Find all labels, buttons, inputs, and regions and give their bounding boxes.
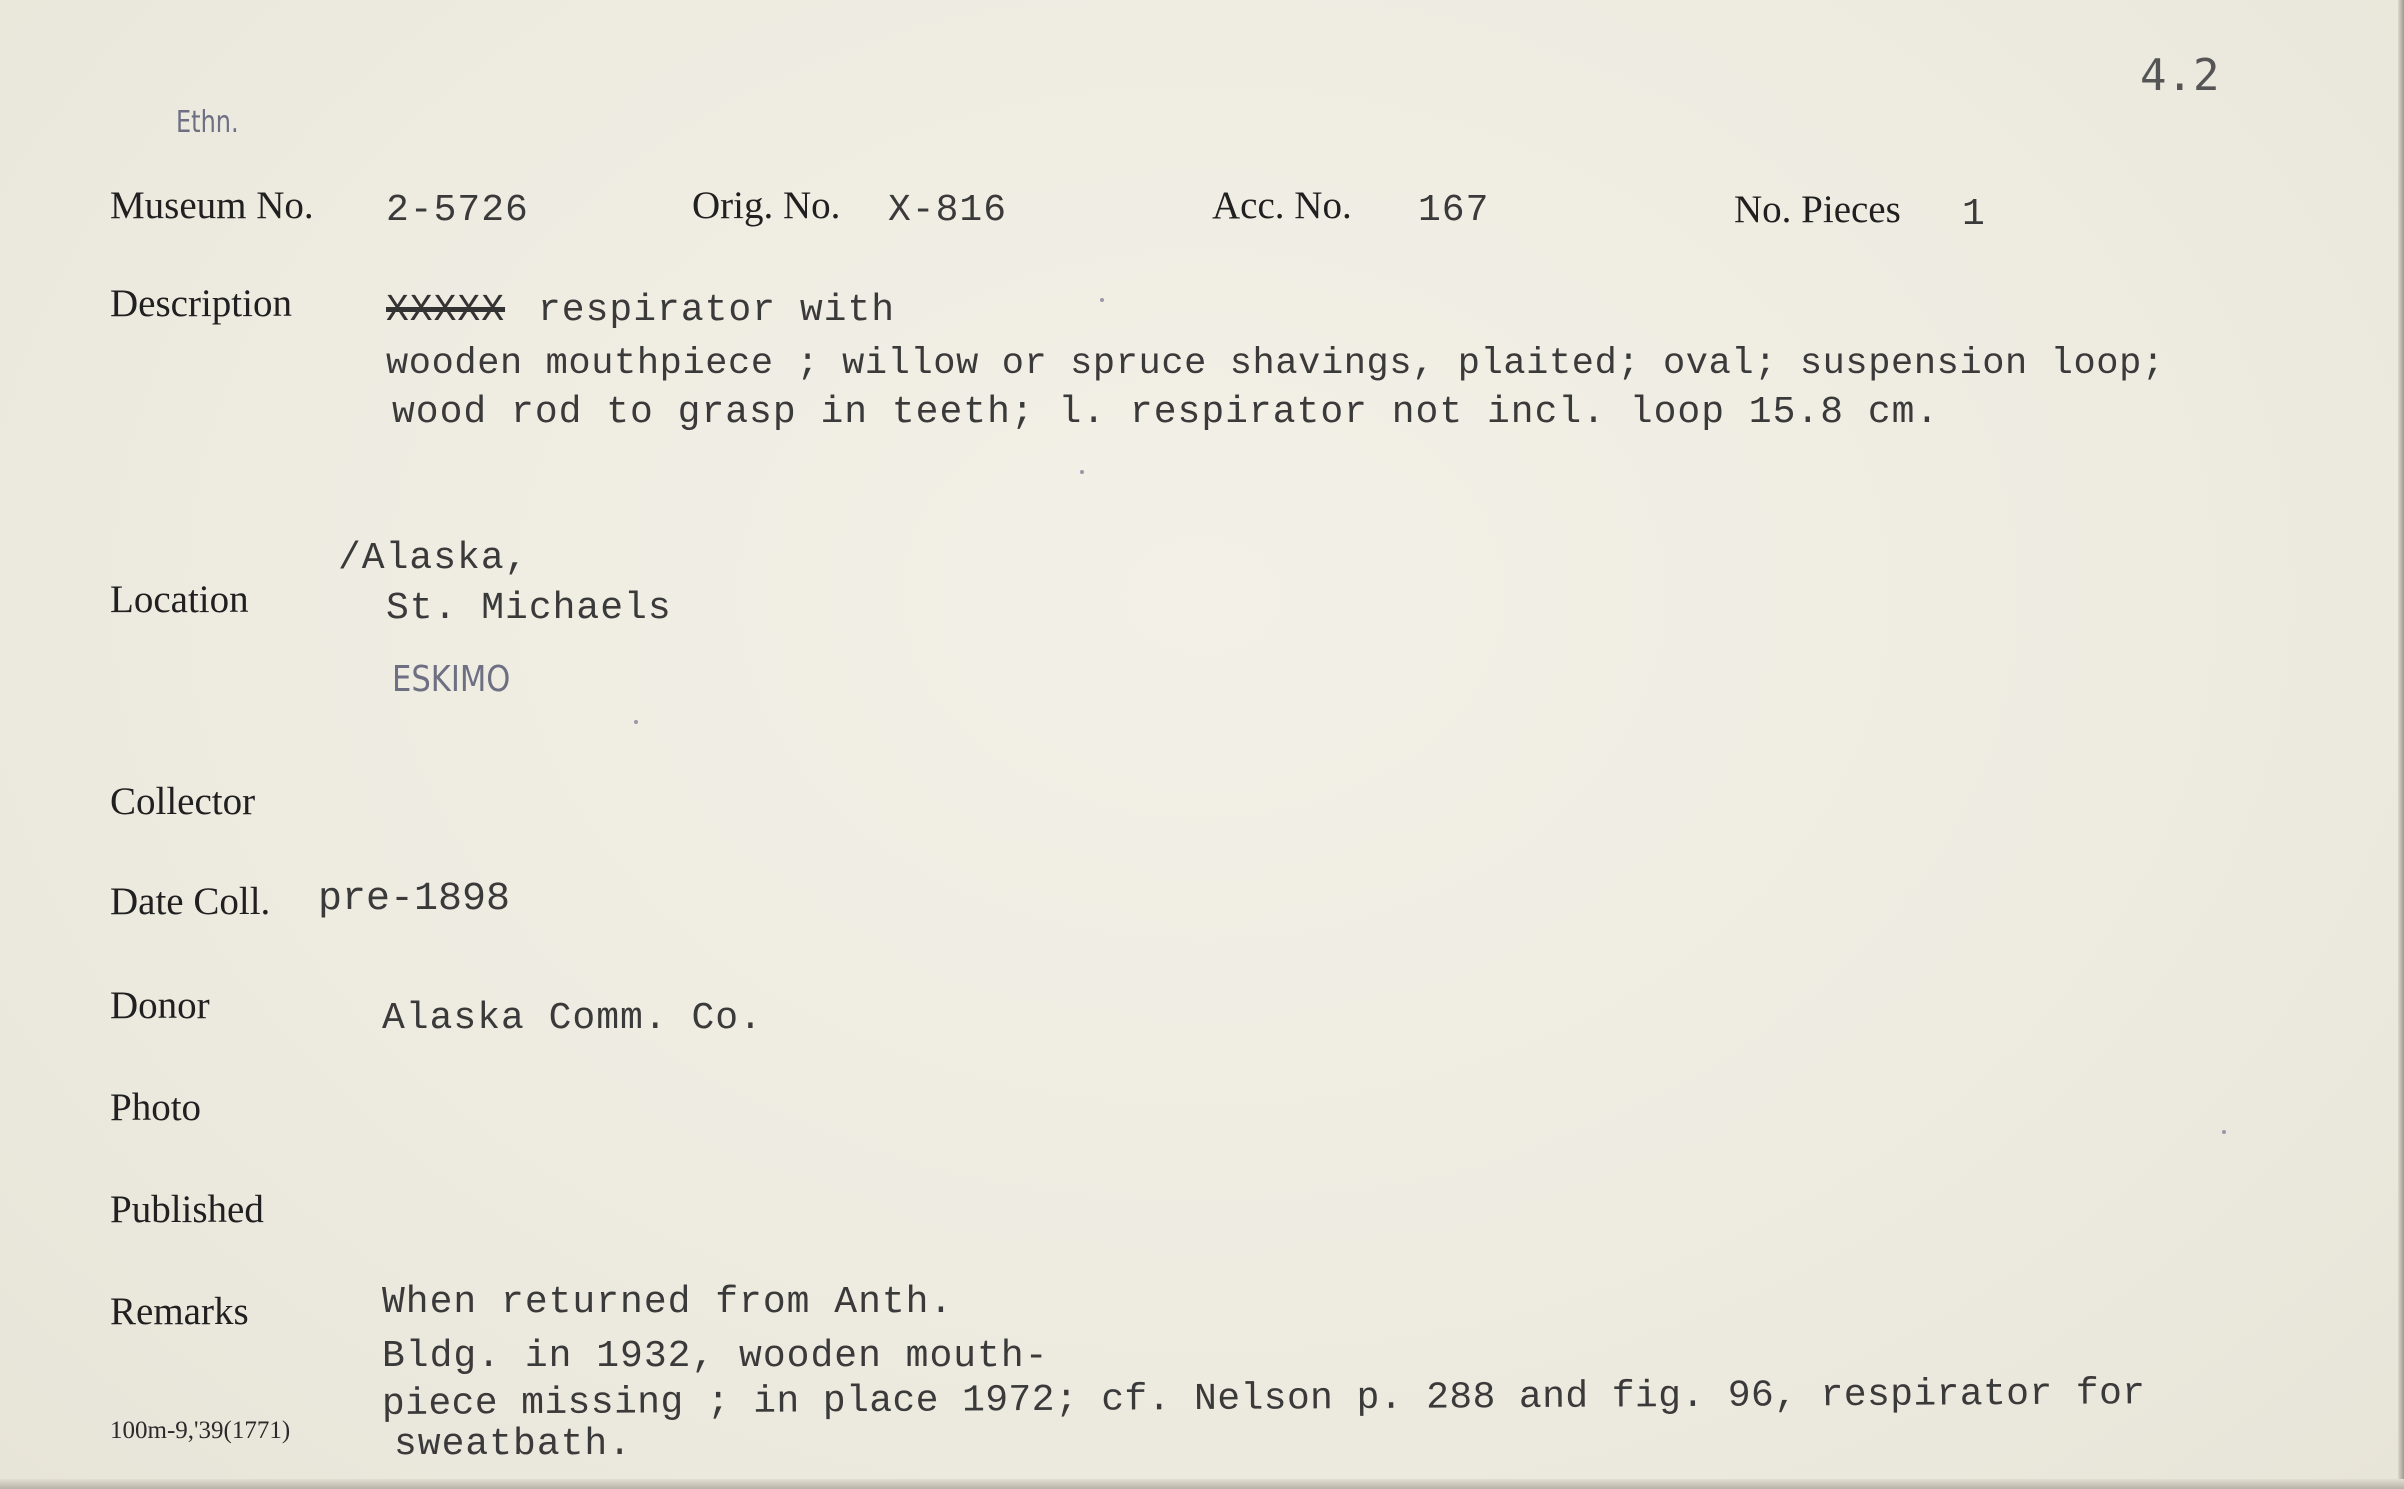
page-number: 4.2 (2140, 50, 2220, 101)
museum-no-value: 2-5726 (386, 189, 529, 232)
orig-no-label: Orig. No. (692, 184, 841, 227)
remarks-line-2: Bldg. in 1932, wooden mouth- (382, 1335, 1049, 1378)
description-line-3: wood rod to grasp in teeth; l. respirator not incl. loop 15.8 cm. (392, 391, 1940, 434)
collector-label: Collector (110, 780, 256, 823)
description-struck-word: XXXXX (386, 289, 506, 332)
date-coll-value: pre-1898 (318, 877, 511, 922)
department-stamp: Ethn. (176, 105, 239, 140)
date-coll-label: Date Coll. (110, 880, 271, 923)
description-line-2: wooden mouthpiece ; willow or spruce shavings, plaited; oval; suspension loop; (386, 343, 2165, 385)
remarks-line-4: sweatbath. (394, 1423, 633, 1466)
remarks-line-3: piece missing ; in place 1972; cf. Nelson p. 288 and fig. 96, respirator for (381, 1372, 2146, 1426)
remarks-label: Remarks (110, 1290, 249, 1333)
photo-label: Photo (110, 1086, 202, 1129)
description-label: Description (110, 282, 292, 325)
donor-value: Alaska Comm. Co. (382, 997, 763, 1040)
card-bottom-edge (0, 1479, 2404, 1489)
location-label: Location (110, 578, 249, 621)
orig-no-value: X-816 (888, 189, 1008, 232)
card-right-edge (2398, 0, 2404, 1489)
ink-speck (634, 720, 638, 724)
pieces-label: No. Pieces (1734, 188, 1901, 231)
description-line-1: respirator with (538, 289, 896, 332)
location-line-1: /Alaska, (338, 537, 529, 580)
ink-speck (1100, 298, 1104, 302)
location-line-2: St. Michaels (386, 587, 672, 630)
acc-no-label: Acc. No. (1212, 184, 1352, 227)
pieces-value: 1 (1962, 193, 1986, 236)
acc-no-value: 167 (1418, 189, 1490, 232)
published-label: Published (110, 1188, 264, 1231)
museum-no-label: Museum No. (110, 184, 314, 227)
culture-stamp: ESKIMO (392, 659, 511, 700)
form-code: 100m-9,'39(1771) (110, 1417, 291, 1444)
remarks-line-1: When returned from Anth. (382, 1281, 954, 1324)
donor-label: Donor (110, 984, 210, 1027)
ink-speck (1080, 470, 1084, 474)
ink-speck (2222, 1130, 2226, 1134)
